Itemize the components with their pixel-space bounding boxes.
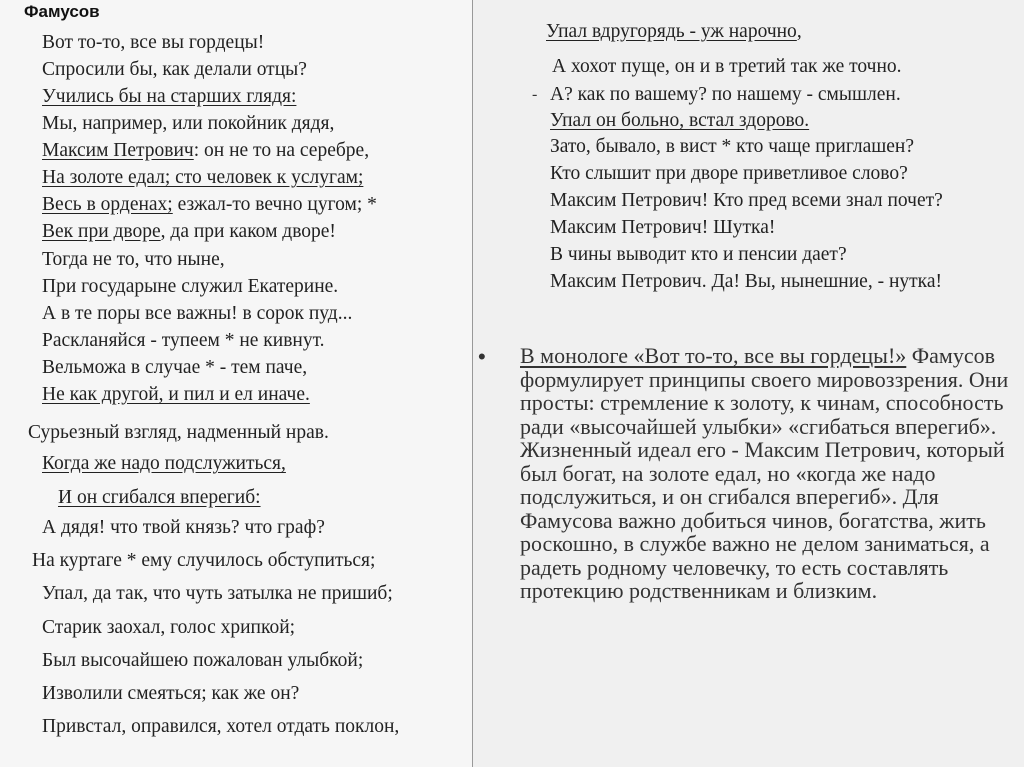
left-verse-line <box>42 86 296 108</box>
left-verse-line: Сурьезный взгляд, надменный нрав. <box>28 422 329 443</box>
left-verse-line: Был высочайшею пожалован улыбкой; <box>42 650 364 671</box>
left-verse-underlined-text: Не как другой, и пил и ел иначе. <box>42 384 310 405</box>
bullet-lead: В монологе «Вот то-то, все вы гордецы!» <box>520 343 907 368</box>
left-verse-underlined-text: Век при дворе <box>42 221 161 242</box>
right-verse-text: , <box>796 21 802 42</box>
left-verse-line: Спросили бы, как делали отцы? <box>42 59 307 80</box>
left-verse-line: Вот то-то, все вы гордецы! <box>42 32 265 53</box>
left-verse-line <box>42 384 310 406</box>
bullet-body: Фамусов формулирует принципы своего мировоззрения. Они просты: стремление к золоту, к чинам, способность ради «высочайшей улыбки» «сгибаться вперегиб». Жизненный идеал его - Максим Петрович, который был богат, на золоте едал, но «когда же надо подслужиться, и он сгибался вперегиб». Для Фамусова важно добиться чинов, богатства, жить роскошно, в службе важно не делом заниматься, а радеть родному человечку, то есть составлять протекцию родственникам и близким. <box>520 343 1009 603</box>
right-verse-line: Максим Петрович! Шутка! <box>550 217 776 238</box>
left-verse-line: Старик заохал, голос хрипкой; <box>42 617 296 638</box>
right-verse-line: В чины выводит кто и пенсии дает? <box>550 244 847 265</box>
left-verse-text: езжал-то вечно цугом; * <box>172 194 377 215</box>
left-verse-underlined-text: Когда же надо подслужиться, <box>42 453 286 474</box>
right-verse-line: А хохот пуще, он и в третий так же точно. <box>552 56 902 77</box>
right-verse-line: Максим Петрович! Кто пред всеми знал почет? <box>550 190 943 211</box>
speaker-name: Фамусов <box>24 2 100 21</box>
left-verse-line: На куртаге * ему случилось обступиться; <box>32 550 376 571</box>
right-verse-underlined-text: Упал он больно, встал здорово. <box>550 110 810 131</box>
left-verse-underlined-text: Учились бы на старших глядя: <box>42 86 297 107</box>
left-verse-line: Тогда не то, что ныне, <box>42 249 225 270</box>
left-verse-underlined-text: Весь в орденах; <box>42 194 173 215</box>
left-verse-line <box>58 487 261 509</box>
left-verse-underlined-text: И он сгибался вперегиб: <box>58 487 261 508</box>
left-verse-line: Изволили смеяться; как же он? <box>42 683 300 704</box>
left-verse-text: , да при каком дворе! <box>160 221 336 242</box>
bullet-text <box>520 344 1010 603</box>
left-verse-underlined-text: Максим Петрович <box>42 140 194 161</box>
left-verse-line: Упал, да так, что чуть затылка не пришиб; <box>42 583 393 604</box>
left-verse-line <box>42 453 286 475</box>
left-verse-line <box>42 167 363 189</box>
right-verse-line <box>546 21 802 43</box>
left-verse-underlined-text: На золоте едал; сто человек к услугам; <box>42 167 364 188</box>
right-verse-line: А? как по вашему? по нашему - смышлен. <box>550 84 901 105</box>
left-verse-line: При государыне служил Екатерине. <box>42 276 339 297</box>
left-verse-line: Раскланяйся - тупеем * не кивнут. <box>42 330 325 351</box>
left-verse-text: : он не то на серебре, <box>193 140 370 161</box>
right-verse-underlined-text: Упал вдругорядь - уж нарочно <box>546 21 797 42</box>
stray-dash: - <box>532 86 538 103</box>
left-verse-line: Привстал, оправился, хотел отдать поклон, <box>42 716 400 737</box>
right-verse-line: Максим Петрович. Да! Вы, нынешние, - нутка! <box>550 271 942 292</box>
bullet-icon: • <box>478 344 486 369</box>
left-verse-line: А в те поры все важны! в сорок пуд... <box>42 303 353 324</box>
left-verse-line <box>42 140 369 162</box>
left-verse-line <box>42 194 377 216</box>
right-verse-line: Кто слышит при дворе приветливое слово? <box>550 163 908 184</box>
right-verse-line: Зато, бывало, в вист * кто чаще приглашен? <box>550 136 915 157</box>
left-verse-line: Мы, например, или покойник дядя, <box>42 113 335 134</box>
left-verse-line: А дядя! что твой князь? что граф? <box>42 517 325 538</box>
left-verse-line: Вельможа в случае * - тем паче, <box>42 357 308 378</box>
left-verse-line <box>42 221 336 243</box>
right-verse-line <box>550 110 809 132</box>
